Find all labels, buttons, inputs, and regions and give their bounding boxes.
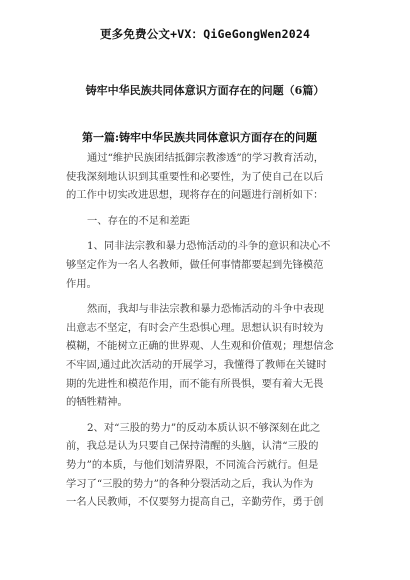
text-line: 使我深刻地认识到其重要性和必要性，为了使自己在以后 <box>66 170 324 183</box>
text-line: 够坚定作为一名人名教师，做任何事情都要起到先锋模范 <box>66 258 324 271</box>
text-line: 2、对“三股的势力”的反动本质认识不够深刻在此之 <box>87 421 321 434</box>
text-line: 期的先进性和模范作用，而不能有所畏惧，要有着大无畏 <box>66 377 324 390</box>
text-line: 然而，我却与非法宗教和暴力恐怖活动的斗争中表现 <box>87 303 324 316</box>
text-line: 的牺牲精神。 <box>66 396 128 409</box>
text-line: 学习了“三股的势力”的各种分裂活动之后，我认为作为 <box>66 477 314 490</box>
watermark-header: 更多免费公文+VX：QiGeGongWen2024 <box>99 27 311 41</box>
text-line: 1、同非法宗教和暴力恐怖活动的斗争的意识和决心不 <box>87 240 331 253</box>
text-line: 模糊，不能树立正确的世界观、人生观和价值观；理想信念 <box>66 340 334 353</box>
document-title: 铸牢中华民族共同体意识方面存在的问题（6篇） <box>85 84 325 97</box>
paragraph <box>66 212 382 231</box>
paragraph <box>66 237 382 293</box>
paragraph <box>66 300 382 412</box>
text-line: 势力”的本质，与他们划清界限，不同流合污就行。但是 <box>66 458 319 471</box>
text-line: 一名人民教师，不仅要努力提高自己，辛勤劳作，勇于创 <box>66 496 324 509</box>
paragraph <box>66 419 382 512</box>
document-body <box>66 149 382 512</box>
text-line: 通过“维护民族团结抵御宗教渗透”的学习教育活动， <box>87 152 325 164</box>
text-line: 出意志不坚定，有时会产生恐惧心理。思想认识有时较为 <box>66 321 324 334</box>
section-title: 第一篇:铸牢中华民族共同体意识方面存在的问题 <box>82 131 318 144</box>
text-line: 作用。 <box>66 277 97 290</box>
text-line: 不牢固,通过此次活动的开展学习，我懂得了教师在关键时 <box>66 358 327 371</box>
paragraph <box>66 149 382 205</box>
text-line: 一、存在的不足和差距 <box>87 214 190 227</box>
text-line: 的工作中切实改进思想，现将存在的问题进行剖析如下： <box>66 189 324 202</box>
text-line: 前，我总是认为只要自己保持清醒的头脑，认清“三股的 <box>66 440 319 453</box>
